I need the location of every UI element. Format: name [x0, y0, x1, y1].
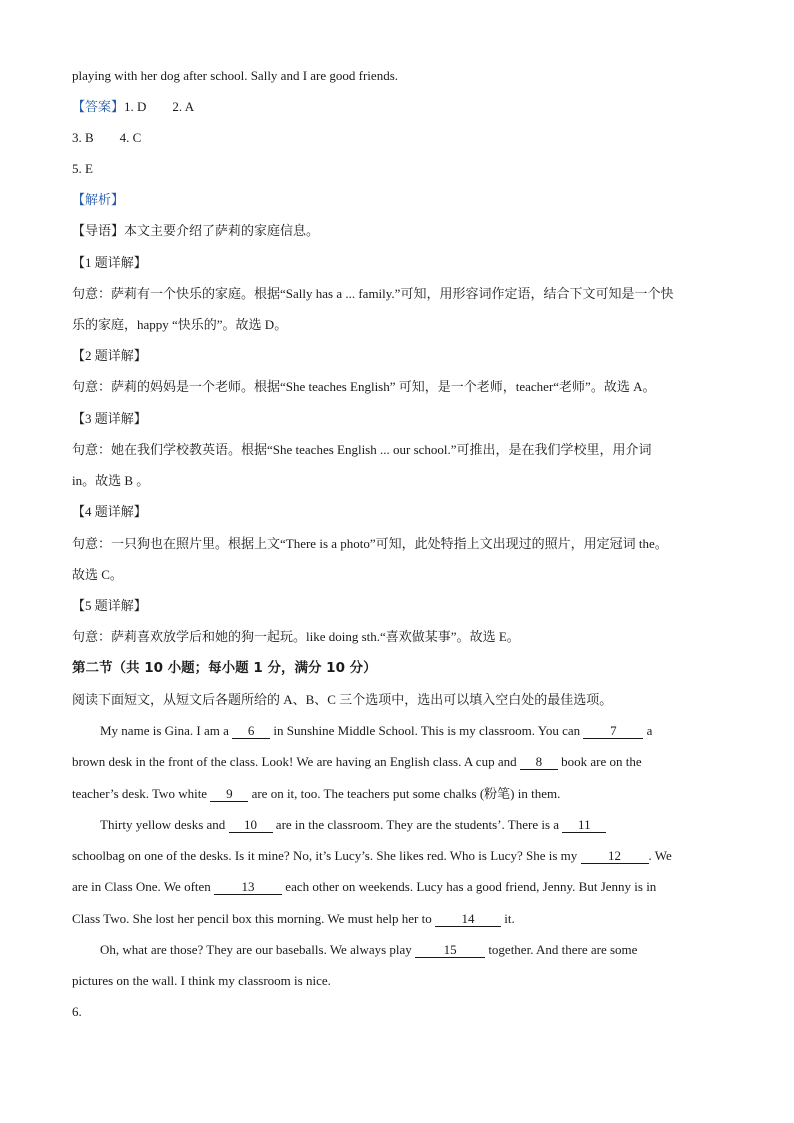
- passage-text: are in the classroom. They are the students’. There is a: [272, 817, 563, 832]
- q2-explanation: 句意：萨莉的妈妈是一个老师。根据“She teaches English” 可知，是一个老师，teacher“老师”。故选 A。: [72, 379, 656, 394]
- q3-heading: 【3 题详解】: [72, 411, 147, 426]
- blank-13: 13: [214, 879, 282, 895]
- q1-explanation-b: 乐的家庭，happy “快乐的”。故选 D。: [72, 317, 288, 332]
- answer-3: 3. B: [72, 130, 94, 145]
- passage-text: My name is Gina. I am a: [100, 723, 233, 738]
- passage-text: are in Class One. We often: [72, 879, 215, 894]
- intro-label: 【导语】: [72, 223, 125, 238]
- blank-12: 12: [581, 848, 649, 864]
- q3-explanation-b: in。故选 B 。: [72, 473, 150, 488]
- passage-text: teacher’s desk. Two white: [72, 786, 211, 801]
- section-2-instructions: 阅读下面短文，从短文后各题所给的 A、B、C 三个选项中，选出可以填入空白处的最佳选项。: [72, 692, 613, 707]
- blank-7: 7: [583, 723, 643, 739]
- passage-text: book are on the: [557, 754, 642, 769]
- passage-text: a: [643, 723, 653, 738]
- passage-text: Oh, what are those? They are our baseballs. We always play: [100, 942, 416, 957]
- q5-explanation: 句意：萨莉喜欢放学后和她的狗一起玩。like doing sth.“喜欢做某事”。故选 E。: [72, 629, 520, 644]
- passage-text: are on it, too. The teachers put some chalks (粉笔) in them.: [248, 786, 561, 801]
- blank-6: 6: [232, 723, 270, 739]
- q2-heading: 【2 题详解】: [72, 348, 147, 363]
- q4-explanation-b: 故选 C。: [72, 567, 123, 582]
- intro-text: 本文主要介绍了萨莉的家庭信息。: [124, 223, 320, 238]
- passage-text: brown desk in the front of the class. Look! We are having an English class. A cup and: [72, 754, 520, 769]
- blank-14: 14: [435, 911, 501, 927]
- intro-line: [72, 222, 319, 240]
- blank-11: 11: [562, 817, 606, 833]
- q5-heading: 【5 题详解】: [72, 598, 147, 613]
- passage-p2-line3: [72, 878, 656, 896]
- analysis-label: 【解析】: [72, 192, 125, 207]
- passage-text: each other on weekends. Lucy has a good friend, Jenny. But Jenny is in: [282, 879, 657, 894]
- answer-2: 2. A: [172, 99, 195, 114]
- passage-end-line: playing with her dog after school. Sally and I are good friends.: [72, 68, 398, 83]
- passage-p2-line2: [72, 847, 672, 865]
- answer-line-1: [72, 98, 194, 116]
- answer-1: 1. D: [124, 99, 147, 114]
- passage-p1-line1: [100, 722, 652, 740]
- q1-heading: 【1 题详解】: [72, 255, 147, 270]
- passage-text: it.: [500, 911, 515, 926]
- section-2-heading: 第二节（共 10 小题；每小题 1 分，满分 10 分）: [72, 660, 377, 676]
- passage-text: together. And there are some: [485, 942, 638, 957]
- passage-p2-line1: [100, 816, 606, 834]
- passage-text: Class Two. She lost her pencil box this morning. We must help her to: [72, 911, 435, 926]
- blank-9: 9: [210, 786, 248, 802]
- passage-text: . We: [648, 848, 672, 863]
- answer-label: 【答案】: [72, 99, 125, 114]
- passage-p2-line4: [72, 910, 515, 928]
- blank-10: 10: [229, 817, 273, 833]
- passage-text: in Sunshine Middle School. This is my classroom. You can: [270, 723, 584, 738]
- blank-15: 15: [415, 942, 485, 958]
- blank-8: 8: [520, 754, 558, 770]
- q4-heading: 【4 题详解】: [72, 504, 147, 519]
- answer-4: 4. C: [119, 130, 142, 145]
- q1-explanation-a: 句意：萨莉有一个快乐的家庭。根据“Sally has a ... family.”可知，用形容词作定语，结合下文可知是一个快: [72, 286, 674, 301]
- passage-p3-line1: [100, 941, 637, 959]
- answer-5: 5. E: [72, 161, 93, 176]
- q4-explanation-a: 句意：一只狗也在照片里。根据上文“There is a photo”可知，此处特指上文出现过的照片，用定冠词 the。: [72, 536, 668, 551]
- question-6-number: 6.: [72, 1004, 82, 1019]
- passage-p3-line2: pictures on the wall. I think my classroom is nice.: [72, 973, 331, 988]
- q3-explanation-a: 句意：她在我们学校教英语。根据“She teaches English ... our school.”可推出，是在我们学校里，用介词: [72, 442, 652, 457]
- passage-text: Thirty yellow desks and: [100, 817, 229, 832]
- answer-line-2: [72, 129, 141, 147]
- passage-text: schoolbag on one of the desks. Is it mine? No, it’s Lucy’s. She likes red. Who is Lucy? She is my: [72, 848, 581, 863]
- passage-p1-line2: [72, 753, 642, 771]
- passage-p1-line3: [72, 785, 560, 803]
